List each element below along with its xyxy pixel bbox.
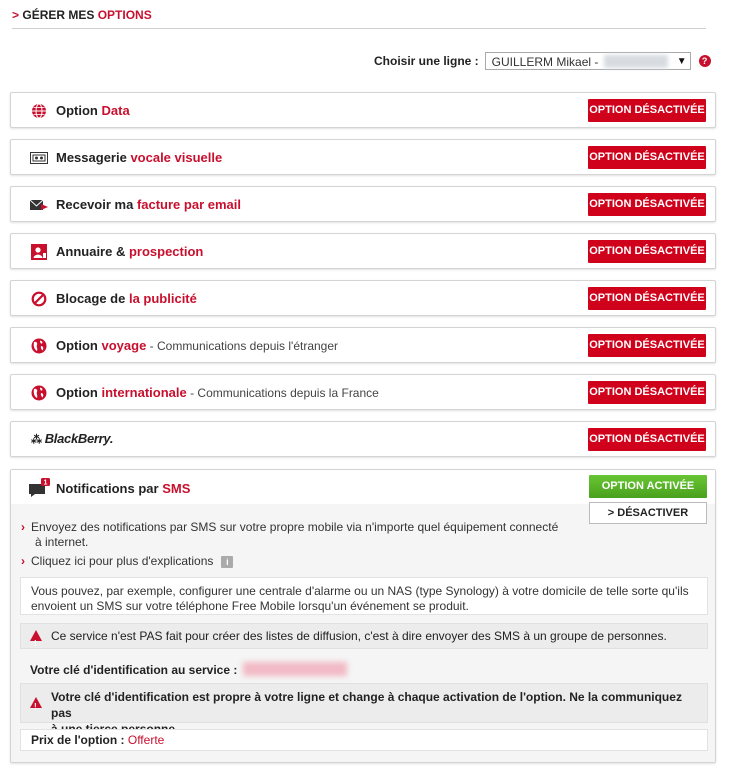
dropdown-arrow-icon: ▼: [676, 56, 687, 67]
help-icon[interactable]: ?: [699, 55, 711, 67]
price-label: Prix de l'option :: [31, 733, 128, 747]
line-selector: [374, 51, 711, 71]
page-header: [12, 8, 706, 29]
warning-mass-sms: ! Ce service n'est PAS fait pour créer des listes de diffusion, c'est à dire envoyer des SMS à un groupe de personnes.: [20, 623, 708, 649]
blackberry-dots-icon: ⁂: [31, 434, 42, 446]
option-email-status-button[interactable]: OPTION DÉSACTIVÉE: [588, 193, 706, 216]
chat-bubble-icon: [28, 478, 52, 503]
option-title: Messagerie vocale visuelle: [56, 150, 223, 165]
option-title: Notifications par SMS: [56, 481, 191, 496]
option-international-status-button[interactable]: OPTION DÉSACTIVÉE: [588, 381, 706, 404]
notification-badge-count: 1: [43, 479, 48, 487]
blackberry-logo: ⁂ BlackBerry.: [31, 431, 114, 446]
price-value: Offerte: [127, 733, 165, 747]
line-selector-label: Choisir une ligne :: [374, 54, 479, 68]
explanations-link-row[interactable]: [21, 554, 233, 569]
option-voicemail-status-button[interactable]: OPTION DÉSACTIVÉE: [588, 146, 706, 169]
option-row-international: [10, 374, 716, 410]
option-title: Option voyage - Communications depuis l'étranger: [56, 338, 339, 353]
voicemail-icon: [30, 150, 48, 166]
block-icon: [30, 291, 48, 307]
info-icon[interactable]: i: [221, 556, 233, 568]
option-title: Blocage de la publicité: [56, 291, 197, 306]
option-data-status-button[interactable]: OPTION DÉSACTIVÉE: [588, 99, 706, 122]
option-title: Recevoir ma facture par email: [56, 197, 241, 212]
option-price: [20, 729, 708, 751]
header-title-part1: GÉRER MES: [22, 8, 98, 22]
option-title: Option Data: [56, 103, 130, 118]
line-select-value: GUILLERM Mikael -: [491, 55, 599, 69]
redacted-service-key: [243, 662, 347, 676]
bullet-chevron-icon: ›: [21, 554, 25, 568]
option-row-data: [10, 92, 716, 128]
option-directory-status-button[interactable]: OPTION DÉSACTIVÉE: [588, 240, 706, 263]
example-box: Vous pouvez, par exemple, configurer une centrale d'alarme ou un NAS (type Synology) à votre domicile de telle sorte qu'ils envoient un SMS sur votre téléphone Free Mobile lorsqu'un événement se produit.: [20, 577, 708, 615]
warning-icon: !: [30, 697, 42, 708]
deactivate-button[interactable]: > DÉSACTIVER: [589, 502, 707, 524]
option-row-voicemail: [10, 139, 716, 175]
option-blackberry-status-button[interactable]: OPTION DÉSACTIVÉE: [588, 428, 706, 451]
warning-icon: !: [30, 630, 42, 641]
option-row-ad-block: [10, 280, 716, 316]
world-icon: [30, 338, 48, 354]
option-title: Annuaire & prospection: [56, 244, 204, 259]
world-icon: [30, 385, 48, 401]
option-sms-status-button[interactable]: OPTION ACTIVÉE: [589, 475, 707, 498]
explanations-link[interactable]: Cliquez ici pour plus d'explications: [31, 554, 214, 568]
option-travel-status-button[interactable]: OPTION DÉSACTIVÉE: [588, 334, 706, 357]
option-row-sms-notifications: [10, 469, 716, 763]
service-key-label: Votre clé d'identification au service :: [30, 663, 238, 677]
header-chevron: >: [12, 8, 20, 22]
option-row-email-invoice: [10, 186, 716, 222]
line-select-dropdown[interactable]: [485, 52, 691, 70]
option-ad-block-status-button[interactable]: OPTION DÉSACTIVÉE: [588, 287, 706, 310]
option-row-blackberry: [10, 421, 716, 457]
globe-icon: [30, 103, 48, 119]
redacted-phone-number: [604, 55, 668, 68]
sms-description: › Envoyez des notifications par SMS sur votre propre mobile via n'importe quel équipement connecté à internet.: [21, 520, 559, 549]
option-row-travel: [10, 327, 716, 363]
option-title: Option internationale - Communications depuis la France: [56, 385, 379, 400]
warning-key-private: ! Votre clé d'identification est propre à votre ligne et change à chaque activation de l'option. Ne la communiquez pas: [20, 683, 708, 723]
option-row-directory: [10, 233, 716, 269]
header-title-part2: OPTIONS: [97, 8, 152, 22]
directory-icon: [30, 244, 48, 260]
email-icon: [30, 197, 48, 213]
bullet-chevron-icon: ›: [21, 520, 25, 534]
